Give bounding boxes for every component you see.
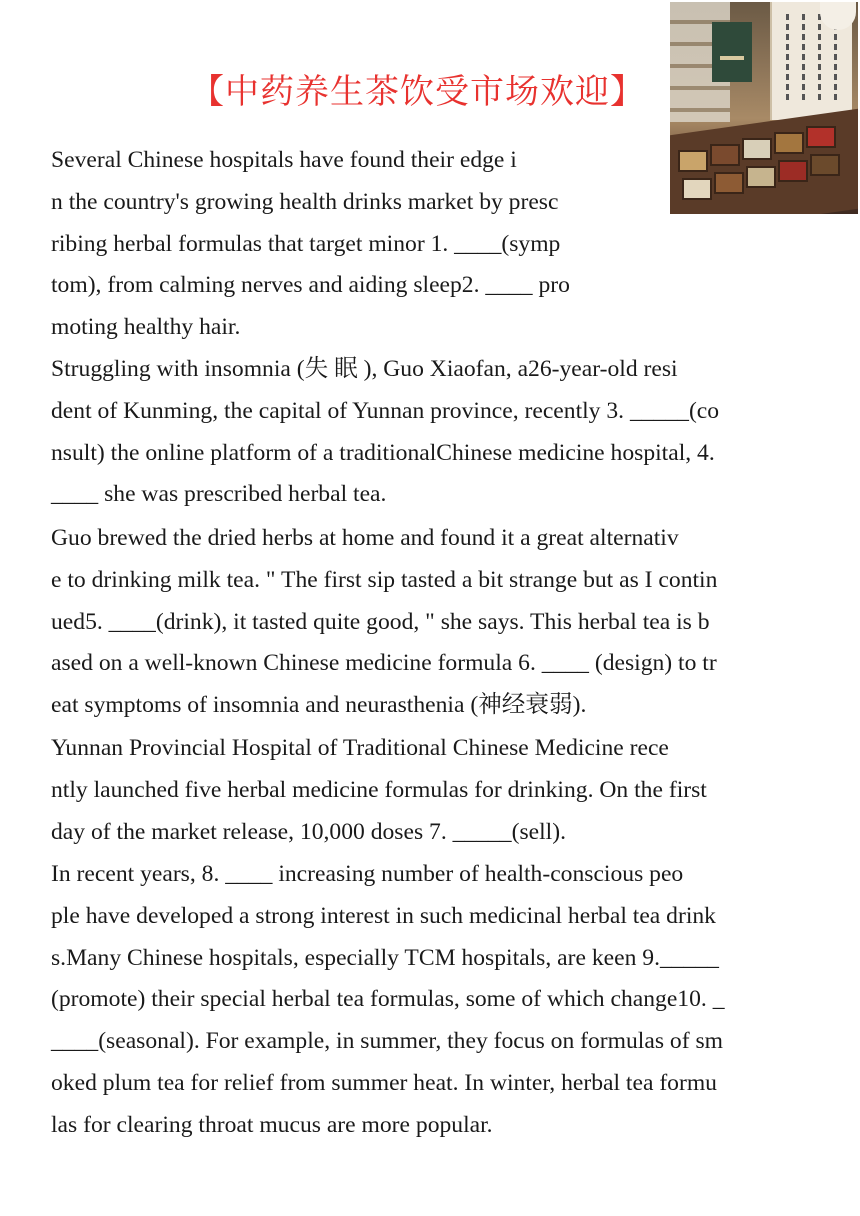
herb-compartment	[710, 144, 740, 166]
page-title: 【中药养生茶饮受市场欢迎】	[190, 72, 645, 112]
tea-box-graphic	[712, 22, 752, 82]
herb-compartment	[806, 126, 836, 148]
herb-compartment	[778, 160, 808, 182]
herb-compartment	[746, 166, 776, 188]
herb-compartment	[810, 154, 840, 176]
paragraph-4: Yunnan Provincial Hospital of Traditional Chinese Medicine rece ntly launched five herbal medicine formulas for drinking. On the first day of the market release, 10,000 doses 7. _____(sell).	[51, 735, 707, 845]
herb-compartment	[678, 150, 708, 172]
paragraph-1: Several Chinese hospitals have found their edge i n the country's growing health drinks market by presc ribing herbal formulas that target minor 1. ____(symp tom), from calming nerves and aiding sleep2. ____ pro moting healthy hair.	[51, 147, 570, 341]
herb-compartment	[714, 172, 744, 194]
paragraph-3: Guo brewed the dried herbs at home and found it a great alternativ e to drinking milk tea. " The first sip tasted a bit strange but as I contin ued5. ____(drink), it tasted quite good, " she says. This herbal tea is b ased on a well-known Chinese medicine formula 6. ____ (design) to tr eat symptoms of insomnia and neurasthenia (神经衰弱).	[51, 525, 718, 719]
herb-compartment	[742, 138, 772, 160]
herbal-tea-shop-photo	[670, 2, 858, 214]
paragraph-5: In recent years, 8. ____ increasing number of health-conscious peo ple have developed a strong interest in such medicinal herbal tea drink s.Many Chinese hospitals, especially TCM hospitals, are keen 9._____ (promote) their special herbal tea formulas, some of which change10. _ ____(seasonal). For example, in summer, they focus on formulas of sm oked plum tea for relief from summer heat. In winter, herbal tea formu las for clearing throat mucus are more popular.	[51, 861, 725, 1138]
herb-compartment	[682, 178, 712, 200]
paragraph-2: Struggling with insomnia (失 眠 ), Guo Xiaofan, a26-year-old resi dent of Kunming, the capital of Yunnan province, recently 3. _____(co nsult) the online platform of a traditionalChinese medicine hospital, 4. ____ she was prescribed herbal tea.	[51, 356, 720, 508]
herb-compartment	[774, 132, 804, 154]
